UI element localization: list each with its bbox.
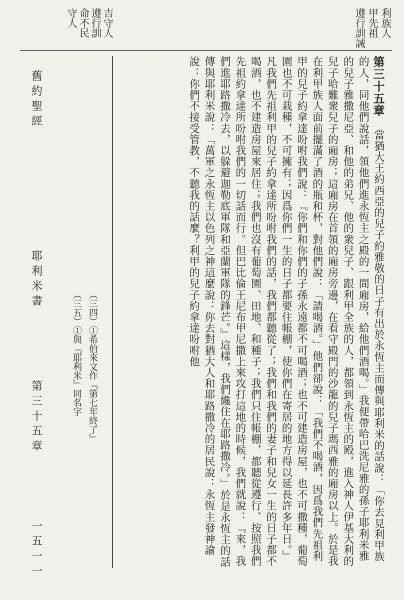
header-note-right-3: 遵行訓誡 [353,8,364,48]
body-text [116,56,386,568]
header-note-left-4: 守人 [65,8,76,28]
header-note-left-3: 命不民 [77,8,88,38]
header-note-left-2: 遵行訓 [89,8,100,38]
footnote-separator [112,56,113,568]
header-note-right-1: 利族人 [379,8,390,38]
chapter-text: 當猶大王約西亞的兒子約雅敬的日子有出於永恆主而傳與耶利米的話說：「你去見利甲族的人，同他們說話，領他們進永恆主之殿的一間廂房，給他們酒喝。」我便帶哈巴洗尼雅的孫子耶利米雅的兒子雅撒尼亞、和他的弟兄、他的衆兒子、跟利甲全族的人，都領到永恆主的殿，進入神人伊基大利的兒子哈難衆兒子的廂房；這廂房在首領的廂房旁邊，在看守殿門的沙龍的兒子瑪西雅的廂房以上。於是我在利甲族人面前擺滿了酒的瓶和杯，對他們說：「請喝酒。」他們卻說：「我們不喝酒，因爲我們先祖利甲的兒子約拿達吩咐我們說：『你們和你們的子孫永遠都不可喝酒；也不可建造房屋，也不可撒種，葡萄園也不可栽種，不可擁有；因爲你們一生的日子都要住帳棚，使你們在寄居的地方得以延長許多年日。』凡我們先祖利甲的兒子約拿達所吩咐我們的話，我們都聽從了；我們和我們的妻子和兒女一生的日子都不喝酒，也不建造房屋來居住；我們也沒有葡萄園、田地、和種子；我們只住帳棚，都聽從遵行、按照我們先祖約拿達所吩咐我們的一切話而行。但巴比倫王尼布甲尼撒上來攻打這地的時候，我們就說：『來，我們進耶路撒冷去，以躲避迦勒底軍隊和亞蘭軍隊的鋒芒。』這樣，我們纔住在耶路撒冷。」於是永恆主的話傳與耶利米說：「萬軍之永恆主以色列之神這麼說：你去對猶大人和耶路撒冷的居民說：永恆主發神諭說：你們不接受管教，不聽我的話麼？利甲的兒子約拿達吩咐他 [188,56,385,568]
page-number: 一五一一 [30,520,43,580]
footnote-2: （三五）①與『耶利米』同名字 [71,290,81,416]
header-note-right-2: 甲先祖 [366,8,377,38]
top-rule [20,50,392,51]
footnote-1: （三四）①希伯來文作『第七年終了』 [87,290,97,443]
chapter-heading: 第三十五章 [372,56,386,117]
running-head-book: 舊約聖經 [30,70,43,130]
header-note-left-1: 吉守人 [101,8,112,38]
running-head-section: 耶利米書 [30,250,43,310]
running-head-chapter: 第三十五章 [30,380,43,455]
